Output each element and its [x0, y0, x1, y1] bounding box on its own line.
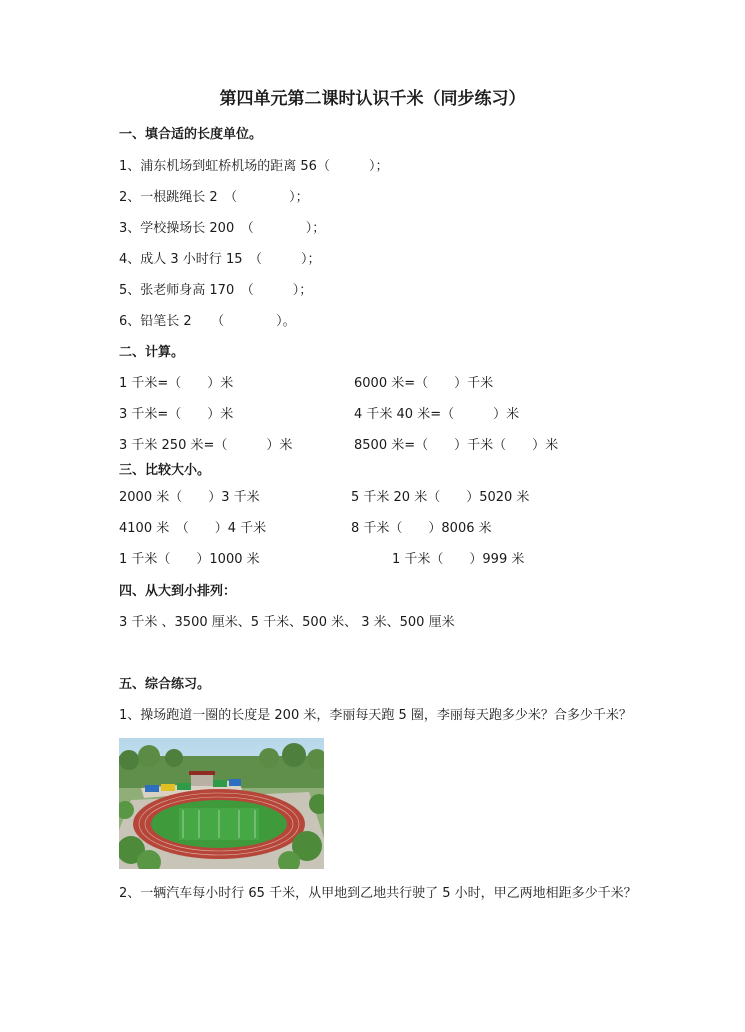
- word-problem-2: 2、一辆汽车每小时行 65 千米，从甲地到乙地共行驶了 5 小时，甲乙两地相距多少千米？: [119, 886, 637, 901]
- page-title: 第四单元第二课时认识千米（同步练习）: [219, 89, 526, 109]
- running-track-stadium-photo: [119, 738, 324, 869]
- compare-left-3: 1 千米（ ）1000 米: [119, 552, 260, 567]
- calc-right-2: 4 千米 40 米=（ ）米: [354, 407, 520, 422]
- compare-left-2: 4100 米 （ ）4 千米: [119, 521, 267, 536]
- fill-item-5: 5、张老师身高 170 （ ）；: [119, 283, 313, 298]
- word-problem-1: 1、操场跑道一圈的长度是 200 米，李丽每天跑 5 圈，李丽每天跑多少米？合多少千米？: [119, 708, 632, 723]
- section-2-heading: 二、计算。: [119, 345, 185, 360]
- compare-right-3: 1 千米（ ）999 米: [392, 552, 525, 567]
- compare-right-2: 8 千米（ ）8006 米: [351, 521, 492, 536]
- calc-left-2: 3 千米=（ ）米: [119, 407, 234, 422]
- calc-left-1: 1 千米=（ ）米: [119, 376, 234, 391]
- section-3-heading: 三、比较大小。: [119, 463, 211, 478]
- calc-right-1: 6000 米=（ ）千米: [354, 376, 494, 391]
- ordering-items: 3 千米 、3500 厘米、5 千米、500 米、 3 米、500 厘米: [119, 615, 455, 630]
- compare-right-1: 5 千米 20 米（ ）5020 米: [351, 490, 530, 505]
- fill-item-1: 1、浦东机场到虹桥机场的距离 56（ ）；: [119, 159, 389, 174]
- fill-item-3: 3、学校操场长 200 （ ）；: [119, 221, 326, 236]
- fill-item-6: 6、铅笔长 2 （ ）。: [119, 314, 296, 329]
- compare-left-1: 2000 米（ ）3 千米: [119, 490, 260, 505]
- section-1-heading: 一、填合适的长度单位。: [119, 127, 263, 142]
- calc-right-3: 8500 米=（ ）千米（ ）米: [354, 438, 559, 453]
- calc-left-3: 3 千米 250 米=（ ）米: [119, 438, 293, 453]
- fill-item-2: 2、一根跳绳长 2 （ ）；: [119, 190, 309, 205]
- section-5-heading: 五、综合练习。: [119, 677, 211, 692]
- fill-item-4: 4、成人 3 小时行 15 （ ）；: [119, 252, 321, 267]
- section-4-heading: 四、从大到小排列：: [119, 584, 237, 599]
